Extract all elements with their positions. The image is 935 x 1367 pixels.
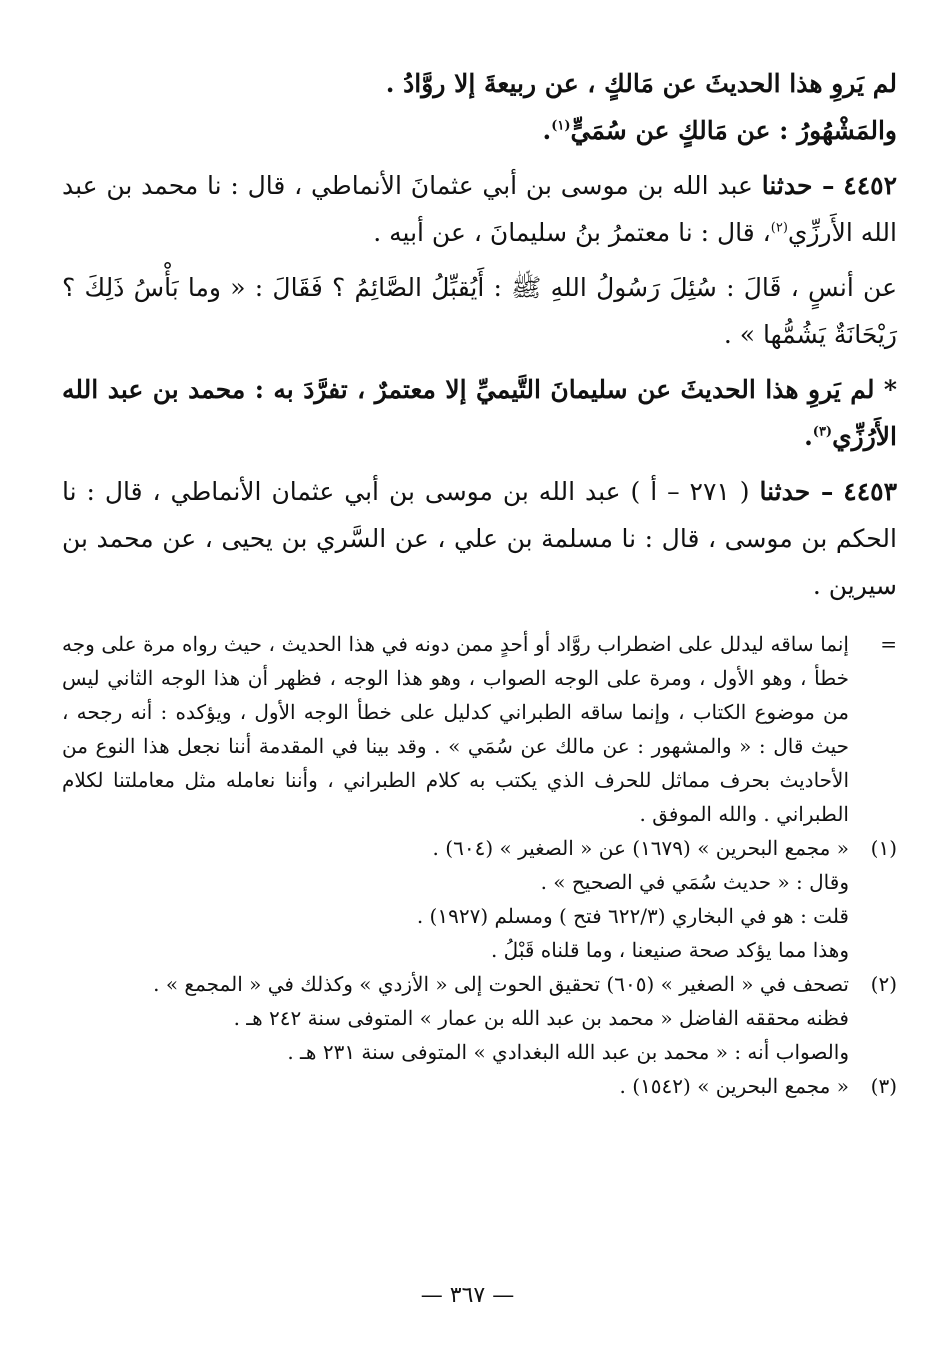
page-content: [62, 60, 897, 1103]
footnote-3-mark: (٣): [870, 1074, 897, 1098]
footnote-ref-3[interactable]: (٣): [812, 424, 833, 440]
hadith-4452-matn: [62, 264, 897, 358]
comment-text: * لم يَروِ هذا الحديثَ عن سليمانَ التَّيميِّ إلا معتمرٌ ، تفرَّدَ به : محمد بن عبد الله الأَرُزِّي: [62, 375, 897, 451]
footnote-2-line: والصواب أنه : « محمد بن عبد الله البغدادي » المتوفى سنة ٢٣١ هـ .: [287, 1040, 849, 1064]
footnote-1-line: وقال : « حديث سُمَي في الصحيح » .: [540, 870, 849, 894]
line-1: [62, 60, 897, 107]
hadith-lead-4452: – حدثنا: [761, 171, 835, 200]
tabarani-comment: [62, 366, 897, 460]
hadith-isnad-4452-end: ، قال : نا معتمرُ بنُ سليمانَ ، عن أبيه .: [373, 218, 771, 247]
footnotes: [62, 627, 897, 1103]
footnote-1-line: وهذا مما يؤكد صحة صنيعنا ، وما قلناه قَبْلُ .: [490, 938, 849, 962]
hadith-4453: [62, 468, 897, 609]
line-2: [62, 107, 897, 154]
line-1-text: لم يَروِ هذا الحديثَ عن مَالكٍ ، عن ربيعةَ إلا روَّادُ .: [385, 69, 897, 98]
hadith-isnad-4452: عبد الله بن موسى بن أبي عثمانَ الأنماطي ، قال : نا محمد بن عبد الله الأَرزِّي: [62, 171, 897, 247]
hadith-number-4452: ٤٤٥٢: [843, 171, 898, 200]
footnote-2: [62, 967, 897, 1069]
hadith-isnad-4453: ( ٢٧١ – أ ) عبد الله بن موسى بن أبي عثمان الأنماطي ، قال : نا الحكم بن موسى ، قال : نا مسلمة بن علي ، عن السَّري بن يحيى ، عن محمد بن سيرين .: [62, 477, 897, 600]
hadith-lead-4453: – حدثنا: [759, 477, 834, 506]
footnote-2-mark: (٢): [870, 972, 897, 996]
footnote-1: [62, 831, 897, 967]
footnote-3: [62, 1069, 897, 1103]
footnote-continuation: [62, 627, 897, 831]
footnote-ref-1[interactable]: (١): [551, 118, 571, 134]
footnote-1-line: « مجمع البحرين » (١٦٧٩) عن « الصغير » (٦٠٤) .: [432, 836, 849, 860]
footnote-3-line: « مجمع البحرين » (١٥٤٢) .: [619, 1074, 849, 1098]
page-number: — ٣٦٧ —: [420, 1283, 515, 1308]
hadith-4452: [62, 162, 897, 256]
hadith-matn-4452: عن أنسٍ ، قَالَ : سُئِلَ رَسُولُ اللهِ ﷺ : أَيُقبِّلُ الصَّائِمُ ؟ فَقَالَ : « وما بَأْسُ ذَلِكَ ؟ رَيْحَانَةٌ يَشُمُّها » .: [62, 273, 897, 349]
continuation-text: إنما ساقه ليدلل على اضطراب روَّاد أو أحدٍ ممن دونه في هذا الحديث ، حيث رواه مرة على وجه خطأ ، وهو الأول ، ومرة على الوجه الصواب ، وهو هذا الوجه ، فظهر أن هذا الوجه الثاني ليس من موضوع الكتاب ، وإنما ساقه الطبراني كدليل على خطأ الوجه الأول ، ويؤكده : أنه رجحه ، حيث قال : « والمشهور : عن مالك عن سُمَي » . وقد بينا في المقدمة أننا نجعل هذا النوع من الأحاديث بحرف مماثل للحرف الذي يكتب به كلام الطبراني ، وأننا نعامله مثل معاملتنا لكلام الطبراني . والله الموفق .: [62, 632, 849, 826]
footnote-ref-2[interactable]: (٢): [770, 220, 788, 236]
line-2-text: والمَشْهُورُ : عن مَالكٍ عن سُمَيٍّ: [570, 116, 897, 145]
footnote-2-line: فظنه محققه الفاضل « محمد بن عبد الله بن عمار » المتوفى سنة ٢٤٢ هـ .: [233, 1006, 849, 1030]
hadith-number-4453: ٤٤٥٣: [843, 477, 897, 506]
footnote-1-mark: (١): [870, 836, 897, 860]
continuation-mark: =: [880, 632, 897, 656]
footnote-2-line: تصحف في « الصغير » (٦٠٥) تحقيق الحوت إلى « الأزدي » وكذلك في « المجمع » .: [153, 972, 849, 996]
main-text: [62, 60, 897, 609]
footnote-1-line: قلت : هو في البخاري (٦٢٢/٣ فتح ) ومسلم (١٩٢٧) .: [416, 904, 849, 928]
line-2-end: .: [542, 116, 552, 145]
comment-end: .: [804, 422, 813, 451]
